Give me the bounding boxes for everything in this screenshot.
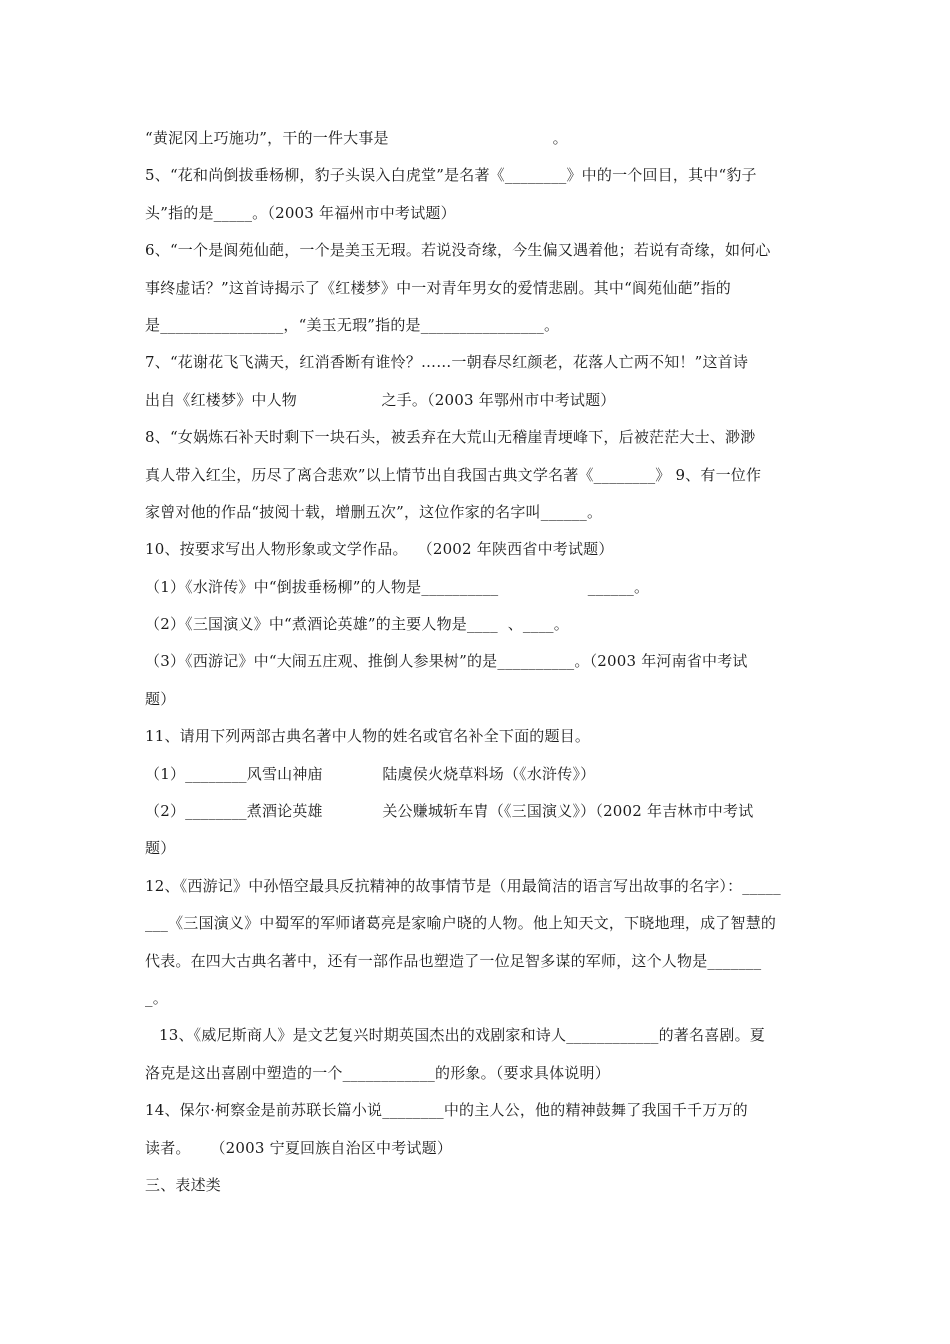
document-page	[145, 120, 810, 1204]
text-line: （3）《西游记》中“大闹五庄观、推倒人参果树”的是__________。（2003 年河南省中考试	[145, 652, 748, 671]
text-line: 10、按要求写出人物形象或文学作品。 （2002 年陕西省中考试题）	[145, 540, 614, 559]
text-line: 7、“花谢花飞飞满天，红消香断有谁怜？……一朝春尽红颜老，花落人亡两不知！”这首诗	[145, 353, 749, 372]
text-line: 家曾对他的作品“披阅十载，增删五次”，这位作家的名字叫______。	[145, 502, 603, 521]
text-line: 5、“花和尚倒拔垂杨柳，豹子头误入白虎堂”是名著《________》中的一个回目，其中“豹子	[145, 166, 757, 185]
text-line: 洛克是这出喜剧中塑造的一个____________的形象。（要求具体说明）	[145, 1063, 610, 1082]
text-line: _。	[145, 988, 168, 1007]
text-line: 8、“女娲炼石补天时剩下一块石头，被丢弃在大荒山无稽崖青埂峰下，后被茫茫大士、渺渺	[145, 428, 756, 447]
text-line: 头”指的是_____。（2003 年福州市中考试题）	[145, 203, 456, 222]
text-line: 13、《威尼斯商人》是文艺复兴时期英国杰出的戏剧家和诗人____________的著名喜剧。夏	[159, 1026, 765, 1045]
text-line: （2）________煮酒论英雄 关公赚城斩车胄（《三国演义》）（2002 年吉林市中考试	[145, 802, 754, 821]
text-line: 题）	[145, 689, 176, 708]
text-line: “黄泥冈上巧施功”，干的一件大事是 。	[145, 129, 568, 147]
text-line: 事终虚话？”这首诗揭示了《红楼梦》中一对青年男女的爱情悲剧。其中“阆苑仙葩”指的	[145, 278, 732, 297]
text-line: 读者。 （2003 宁夏回族自治区中考试题）	[145, 1138, 453, 1157]
text-line: （1）《水浒传》中“倒拔垂杨柳”的人物是__________ ______。	[145, 577, 650, 596]
text-line: 是________________，“美玉无瑕”指的是________________。	[145, 315, 560, 334]
text-line: 真人带入红尘，历尽了离合悲欢”以上情节出自我国古典文学名著《________》 9、有一位作	[145, 465, 762, 484]
text-line: （2）《三国演义》中“煮酒论英雄”的主要人物是____ 、____。	[145, 615, 569, 634]
section-heading: 三、表述类	[145, 1175, 222, 1194]
text-line: 出自《红楼梦》中人物 之手。（2003 年鄂州市中考试题）	[145, 390, 616, 409]
text-line: 题）	[145, 839, 176, 858]
text-line: 14、保尔·柯察金是前苏联长篇小说________中的主人公，他的精神鼓舞了我国千千万万的	[145, 1101, 748, 1120]
text-line: 11、请用下列两部古典名著中人物的姓名或官名补全下面的题目。	[145, 727, 591, 746]
text-line: （1）________风雪山神庙 陆虞侯火烧草料场（《水浒传》）	[145, 764, 596, 783]
text-line: 6、“一个是阆苑仙葩，一个是美玉无瑕。若说没奇缘，今生偏又遇着他；若说有奇缘，如何心	[145, 241, 771, 260]
text-line: ___《三国演义》中蜀军的军师诸葛亮是家喻户晓的人物。他上知天文，下晓地理，成了智慧的	[145, 914, 777, 933]
text-line: 代表。在四大古典名著中，还有一部作品也塑造了一位足智多谋的军师，这个人物是_______	[145, 951, 762, 970]
text-line: 12、《西游记》中孙悟空最具反抗精神的故事情节是（用最简洁的语言写出故事的名字）：_____	[145, 876, 781, 895]
